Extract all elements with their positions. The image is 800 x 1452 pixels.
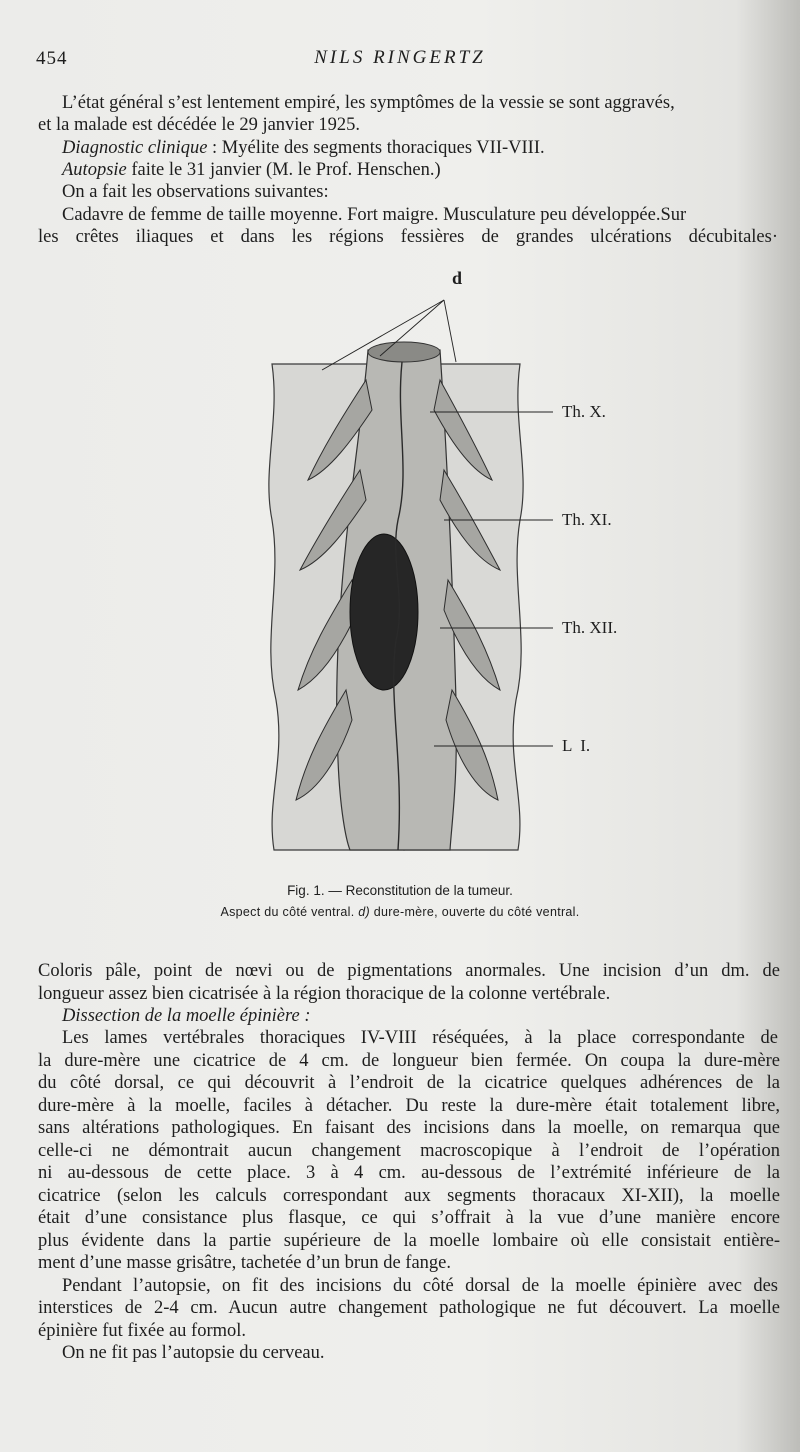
running-title: NILS RINGERTZ (314, 47, 486, 68)
dissection-line-8: cicatrice (selon les calculs correspondant aux segments thoracaux XI-XII), la moelle (38, 1186, 780, 1206)
autopsy-para-line-3: épinière fut fixée au formol. (38, 1321, 247, 1341)
autopsy-para-line-2: interstices de 2-4 cm. Aucun autre changement pathologique ne fut découvert. La moelle (38, 1298, 780, 1318)
cord-cut-surface (368, 342, 440, 362)
label-th-xi: Th. XI. (562, 510, 612, 529)
dissection-line-6: celle-ci ne démontrait aucun changement macroscopique à l’endroit de l’opération (38, 1141, 780, 1161)
dissection-line-11: ment d’une masse grisâtre, tachetée d’un brun de fange. (38, 1253, 451, 1273)
tumor-mass (350, 534, 418, 690)
coloris-line-1: Coloris pâle, point de nœvi ou de pigmentations anormales. Une incision d’un dm. de (38, 961, 780, 981)
dissection-line-4: dure-mère à la moelle, faciles à détacher. Du reste la dure-mère était totalement libre, (38, 1096, 780, 1116)
page-number: 454 (36, 48, 68, 69)
label-th-x: Th. X. (562, 402, 606, 421)
brain-line: On ne fit pas l’autopsie du cerveau. (62, 1343, 325, 1363)
dissection-line-9: était d’une consistance plus flasque, ce qui s’offrait à la vue d’une manière encore (38, 1208, 780, 1228)
figure-caption-title: Fig. 1. — Reconstitution de la tumeur. (287, 883, 513, 898)
dissection-line-7: ni au-dessous de cette place. 3 à 4 cm. au-dessous de l’extrémité inférieure de la (38, 1163, 780, 1183)
dissection-heading: Dissection de la moelle épinière : (62, 1006, 311, 1026)
figure-caption-description: Aspect du côté ventral. d) dure-mère, ouverte du côté ventral. (220, 905, 580, 919)
observations-line: On a fait les observations suivantes: (62, 182, 329, 202)
dissection-line-3: du côté dorsal, ce qui découvrit à l’endroit de la cicatrice quelques adhérences de la (38, 1073, 780, 1093)
dissection-line-2: la dure-mère une cicatrice de 4 cm. de longueur bien fermée. On coupa la dure-mère (38, 1051, 780, 1071)
cadaver-line-1: Cadavre de femme de taille moyenne. Fort maigre. Musculature peu développée.Sur (62, 205, 687, 225)
label-l-i: L I. (562, 736, 591, 755)
coloris-line-2: longueur assez bien cicatrisée à la région thoracique de la colonne vertébrale. (38, 984, 611, 1004)
intro-line-2: et la malade est décédée le 29 janvier 1925. (38, 115, 361, 135)
figure-letter-d: d (452, 268, 463, 288)
dissection-line-5: sans altérations pathologiques. En faisant des incisions dans la moelle, on remarqua que (38, 1118, 780, 1138)
intro-line-1: L’état général s’est lentement empiré, les symptômes de la vessie se sont aggravés, (62, 93, 675, 113)
cadaver-line-2: les crêtes iliaques et dans les régions fessières de grandes ulcérations décubitales· (38, 227, 778, 247)
autopsy-text: faite le 31 janvier (M. le Prof. Henschen.) (126, 160, 441, 180)
dissection-line-1: Les lames vertébrales thoraciques IV-VIII réséquées, à la place correspondante de (62, 1028, 778, 1048)
diagnosis-text: : Myélite des segments thoraciques VII-VIII. (207, 138, 545, 158)
dissection-line-10: plus évidente dans la partie supérieure de la moelle lombaire où elle consistait entière- (38, 1231, 780, 1251)
label-th-xii: Th. XII. (562, 618, 618, 637)
autopsy-label: Autopsie (62, 160, 127, 180)
autopsy-para-line-1: Pendant l’autopsie, on fit des incisions du côté dorsal de la moelle épinière avec des (62, 1276, 778, 1296)
diagnosis-label: Diagnostic clinique (62, 138, 208, 158)
